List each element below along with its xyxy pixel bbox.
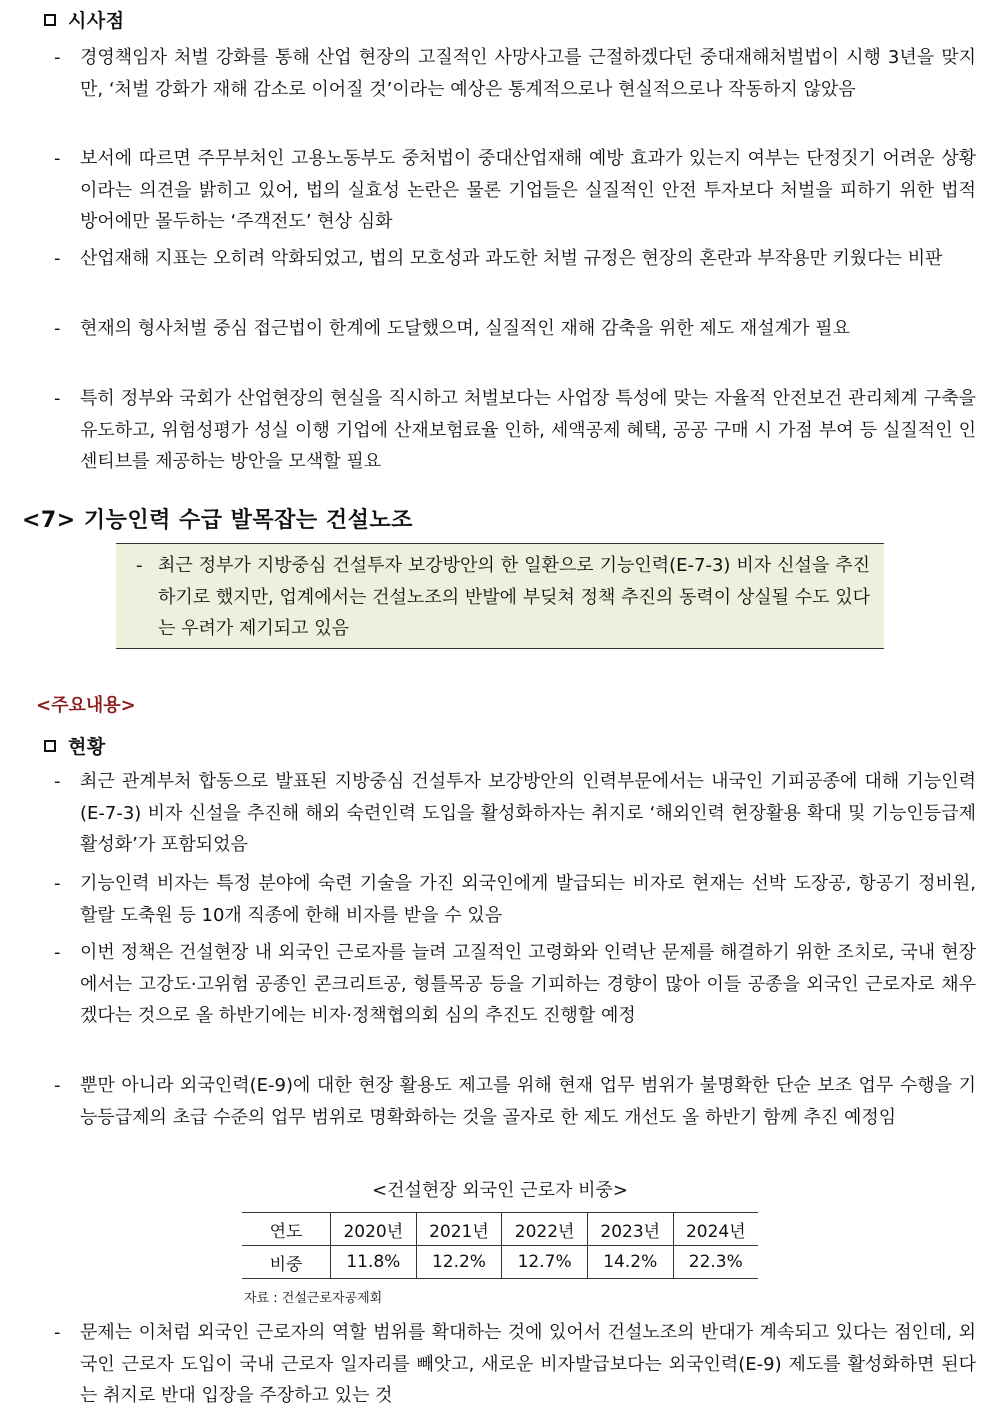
section-title: <7> 기능인력 수급 발목잡는 건설노조 — [22, 508, 413, 533]
dash-marker: - — [136, 555, 143, 576]
main-content-label: <주요내용> — [36, 695, 136, 716]
bullet-text: 특히 정부와 국회가 산업현장의 현실을 직시하고 처벌보다는 사업장 특성에 맞는 자율적 안전보건 관리체계 구축을 유도하고, 위험성평가 성실 이행 기업에 산재보험료율 인하, 세액공제 혜택, 공공 구매 시 가점 부여 등 실질적인 인센티브를 제공하는 방안을 모색할 필요 — [80, 388, 976, 472]
current-status-heading-text: 현황 — [68, 736, 106, 758]
bullet-text: 보서에 따르면 주무부처인 고용노동부도 중처법이 중대산업재해 예방 효과가 있는지 여부는 단정짓기 어려운 상황이라는 의견을 밝히고 있어, 법의 실효성 논란은 물론 기업들은 실질적인 안전 투자보다 처벌을 피하기 위한 법적 방어에만 몰두하는 ‘주객전도’ 현상 심화 — [80, 148, 976, 232]
bullet-text: 뿐만 아니라 외국인력(E-9)에 대한 현장 활용도 제고를 위해 현재 업무 범위가 불명확한 단순 보조 업무 수행을 기능등급제의 초급 수준의 업무 범위로 명확화하는 것을 골자로 한 제도 개선도 올 하반기 함께 추진 예정임 — [80, 1075, 976, 1128]
dash-marker: - — [54, 1075, 61, 1096]
table-row — [242, 1246, 758, 1279]
table-share-cell: 11.8% — [331, 1246, 417, 1279]
bullet-text: 산업재해 지표는 오히려 악화되었고, 법의 모호성과 과도한 처벌 규정은 현장의 혼란과 부작용만 키웠다는 비판 — [80, 248, 943, 269]
implications-bullet — [54, 313, 976, 345]
table-year-cell: 2022년 — [502, 1213, 588, 1246]
current-status-heading — [44, 732, 106, 759]
status-bullet — [54, 766, 976, 861]
table-share-cell: 22.3% — [673, 1246, 758, 1279]
table-row-label: 비중 — [242, 1246, 331, 1279]
dash-marker: - — [54, 771, 61, 792]
table-title: <건설현장 외국인 근로자 비중> — [372, 1180, 628, 1201]
bullet-text: 현재의 형사처벌 중심 접근법이 한계에 도달했으며, 실질적인 재해 감축을 위한 제도 재설계가 필요 — [80, 318, 850, 339]
dash-marker: - — [54, 1322, 61, 1343]
checkbox-square-icon — [44, 740, 56, 752]
bullet-text: 기능인력 비자는 특정 분야에 숙련 기술을 가진 외국인에게 발급되는 비자로 현재는 선박 도장공, 항공기 정비원, 할랄 도축원 등 10개 직종에 한해 비자를 받을 수 있음 — [80, 873, 976, 926]
table-share-cell: 12.2% — [416, 1246, 502, 1279]
table-year-cell: 2020년 — [331, 1213, 417, 1246]
status-bullet — [54, 1070, 976, 1133]
dash-marker: - — [54, 318, 61, 339]
bullet-text: 문제는 이처럼 외국인 근로자의 역할 범위를 확대하는 것에 있어서 건설노조의 반대가 계속되고 있다는 점인데, 외국인 근로자 도입이 국내 근로자 일자리를 빼앗고, 새로운 비자발급보다는 외국인력(E-9) 제도를 활성화하면 된다는 취지로 반대 입장을 주장하고 있는 것 — [80, 1322, 976, 1406]
implications-bullet — [54, 143, 976, 238]
table-source: 자료 : 건설근로자공제회 — [244, 1291, 383, 1306]
checkbox-square-icon — [44, 14, 56, 26]
summary-box — [116, 543, 884, 649]
table-share-cell: 12.7% — [502, 1246, 588, 1279]
table-header-row — [242, 1213, 758, 1246]
table-year-cell: 2024년 — [673, 1213, 758, 1246]
summary-text: 최근 정부가 지방중심 건설투자 보강방안의 한 일환으로 기능인력(E-7-3) 비자 신설을 추진하기로 했지만, 업계에서는 건설노조의 반발에 부딪쳐 정책 추진의 동력이 상실될 수도 있다는 우려가 제기되고 있음 — [158, 555, 871, 639]
dash-marker: - — [54, 388, 61, 409]
dash-marker: - — [54, 248, 61, 269]
dash-marker: - — [54, 47, 61, 68]
status-bullet — [54, 868, 976, 931]
implications-bullet — [54, 42, 976, 105]
implications-bullet — [54, 243, 976, 275]
status-bullet — [54, 937, 976, 1032]
implications-bullet — [54, 383, 976, 478]
dash-marker: - — [54, 148, 61, 169]
dash-marker: - — [54, 942, 61, 963]
closing-bullet — [54, 1317, 976, 1412]
bullet-text: 이번 정책은 건설현장 내 외국인 근로자를 늘려 고질적인 고령화와 인력난 문제를 해결하기 위한 조치로, 국내 현장에서는 고강도·고위험 공종인 콘크리트공, 형틀목공 등을 기피하는 경향이 많아 이들 공종을 외국인 근로자로 채우겠다는 것으로 올 하반기에는 비자·정책협의회 심의 추진도 진행할 예정 — [80, 942, 976, 1026]
bullet-text: 경영책임자 처벌 강화를 통해 산업 현장의 고질적인 사망사고를 근절하겠다던 중대재해처벌법이 시행 3년을 맞지만, ‘처벌 강화가 재해 감소로 이어질 것’이라는 예상은 통계적으로나 현실적으로나 작동하지 않았음 — [80, 47, 976, 100]
foreign-worker-share-table — [242, 1212, 758, 1279]
table-header-label: 연도 — [242, 1213, 331, 1246]
bullet-text: 최근 관계부처 합동으로 발표된 지방중심 건설투자 보강방안의 인력부문에서는 내국인 기피공종에 대해 기능인력(E-7-3) 비자 신설을 추진해 해외 숙련인력 도입을 활성화하자는 취지로 ‘해외인력 현장활용 확대 및 기능인등급제 활성화’가 포함되었음 — [80, 771, 976, 855]
table-year-cell: 2023년 — [587, 1213, 673, 1246]
table-year-cell: 2021년 — [416, 1213, 502, 1246]
table-share-cell: 14.2% — [587, 1246, 673, 1279]
implications-heading — [44, 6, 125, 33]
dash-marker: - — [54, 873, 61, 894]
implications-heading-text: 시사점 — [68, 10, 125, 32]
